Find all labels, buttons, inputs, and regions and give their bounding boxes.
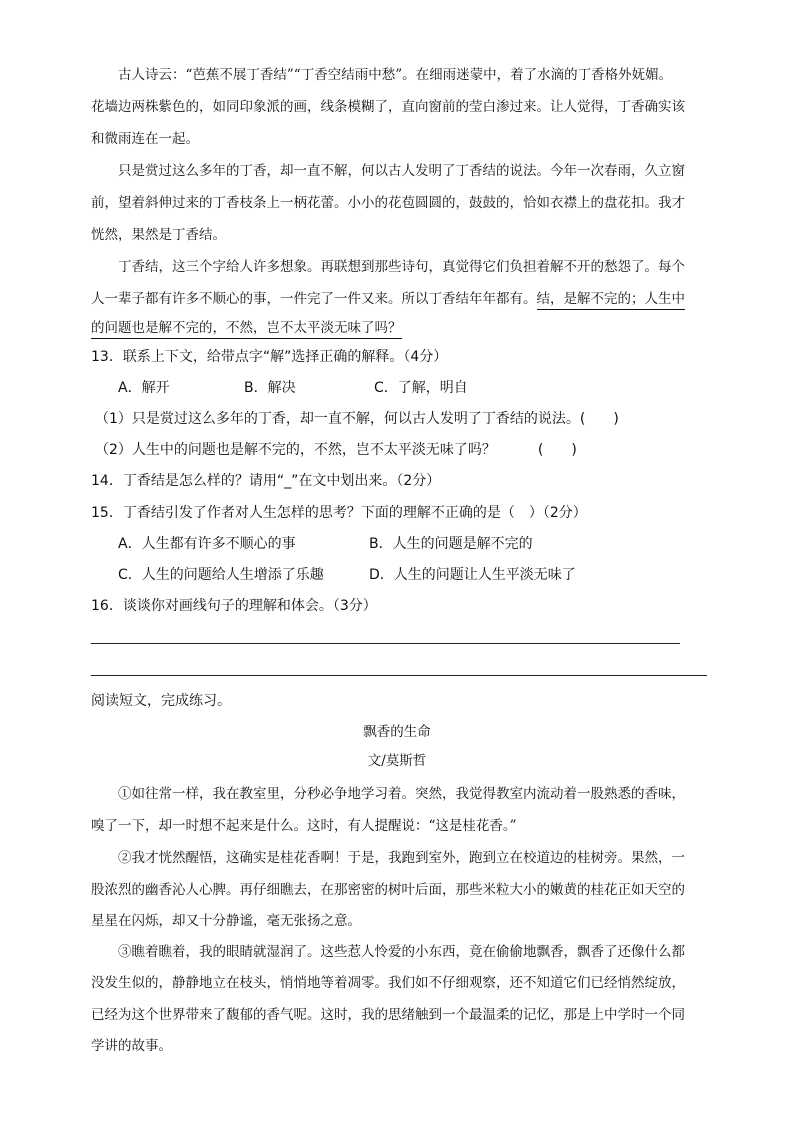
passage1-para1-line3: 和微雨连在一起。 [91,131,199,147]
passage1-para2-line2: 前，望着斜伸过来的丁香枝条上一柄花蕾。小小的花苞圆圆的，鼓鼓的，恰如衣襟上的盘花扣。我才 [91,195,685,211]
passage2-para3-line1: ③瞧着瞧着，我的眼睛就湿润了。这些惹人怜爱的小东西，竟在偷偷地飘香，飘香了还像什么都 [118,944,685,960]
passage2-para1-line2: 嗅了一下，却一时想不起来是什么。这时，有人提醒说：“这是桂花香。” [91,818,517,834]
reading-instruction: 阅读短文，完成练习。 [91,693,231,709]
passage1-para1-line2: 花墙边两株紫色的，如同印象派的画，线条模糊了，直向窗前的莹白渗过来。让人觉得，丁香确实该 [91,99,685,115]
question-15-option-c: C．人生的问题给人生增添了乐趣 [118,567,324,583]
answer-line-1[interactable] [91,643,680,644]
question-15-stem: 15．丁香结引发了作者对人生怎样的思考？下面的理解不正确的是（ ）（2分） [91,505,587,521]
article-author: 文/莫斯哲 [367,753,427,769]
passage1-para1-line1: 古人诗云：“芭蕉不展丁香结”“丁香空结雨中愁”。在细雨迷蒙中，着了水滴的丁香格外妩媚。 [118,67,673,83]
passage1-para3-line2 [91,293,685,307]
question-15-option-b: B．人生的问题是解不完的 [369,536,533,552]
passage1-para3-line3 [91,322,402,336]
question-13-sub2: （2）人生中的问题也是解不完的，不然，岂不太平淡无味了吗？ ( ) [95,442,577,458]
question-15-option-d: D．人生的问题让人生平淡无味了 [369,567,576,583]
question-15-option-a: A．人生都有许多不顺心的事 [118,536,296,552]
question-13-option-b: B．解决 [244,380,296,396]
passage2-para2-line3: 星星在闪烁，却又十分静谧，毫无张扬之意。 [91,913,361,929]
passage2-para2-line1: ②我才恍然醒悟，这确实是桂花香啊！于是，我跑到室外，跑到立在校道边的桂树旁。果然，一 [118,850,685,866]
underlined-sentence-part1: 结，是解不完的；人生中 [537,291,686,310]
question-13-option-c: C．了解，明自 [374,380,468,396]
passage1-para2-line3: 恍然，果然是丁香结。 [91,227,226,243]
passage2-para2-line2: 股浓烈的幽香沁人心脾。再仔细瞧去，在那密密的树叶后面，那些米粒大小的嫩黄的桂花正如天空的 [91,882,685,898]
question-14-stem: 14．丁香结是怎么样的？请用“_”在文中划出来。（2分） [91,473,441,489]
passage2-para3-line4: 学讲的故事。 [91,1038,172,1054]
passage1-para2-line1: 只是赏过这么多年的丁香，却一直不解，何以古人发明了丁香结的说法。今年一次春雨，久立窗 [118,163,685,179]
answer-line-2[interactable] [91,675,707,676]
passage2-para3-line2: 没发生似的，静静地立在枝头，悄悄地等着凋零。我们如不仔细观察，还不知道它们已经悄然绽放， [91,975,685,991]
question-13-option-a: A．解开 [118,380,170,396]
passage2-para1-line1: ①如往常一样，我在教室里，分秒必争地学习着。突然，我觉得教室内流动着一股熟悉的香味， [118,786,685,802]
passage1-para3-line1: 丁香结，这三个字给人许多想象。再联想到那些诗句，真觉得它们负担着解不开的愁怨了。每个 [118,259,685,275]
passage2-para3-line3: 已经为这个世界带来了馥郁的香气呢。这时，我的思绪触到一个最温柔的记忆，那是上中学时一个同 [91,1007,685,1023]
passage1-para3-line2-plain: 人一辈子都有许多不顺心的事，一件完了一件又来。所以丁香结年年都有。 [91,291,537,307]
question-16-stem: 16．谈谈你对画线句子的理解和体会。（3分） [91,598,377,614]
article-title: 飘香的生命 [363,724,431,740]
underlined-sentence-part2: 的问题也是解不完的，不然，岂不太平淡无味了吗？ [91,320,402,339]
question-13-stem: 13．联系上下文，给带点字“解”选择正确的解释。（4分） [91,349,448,365]
question-13-sub1: （1）只是赏过这么多年的丁香，却一直不解，何以古人发明了丁香结的说法。( ) [95,411,619,427]
